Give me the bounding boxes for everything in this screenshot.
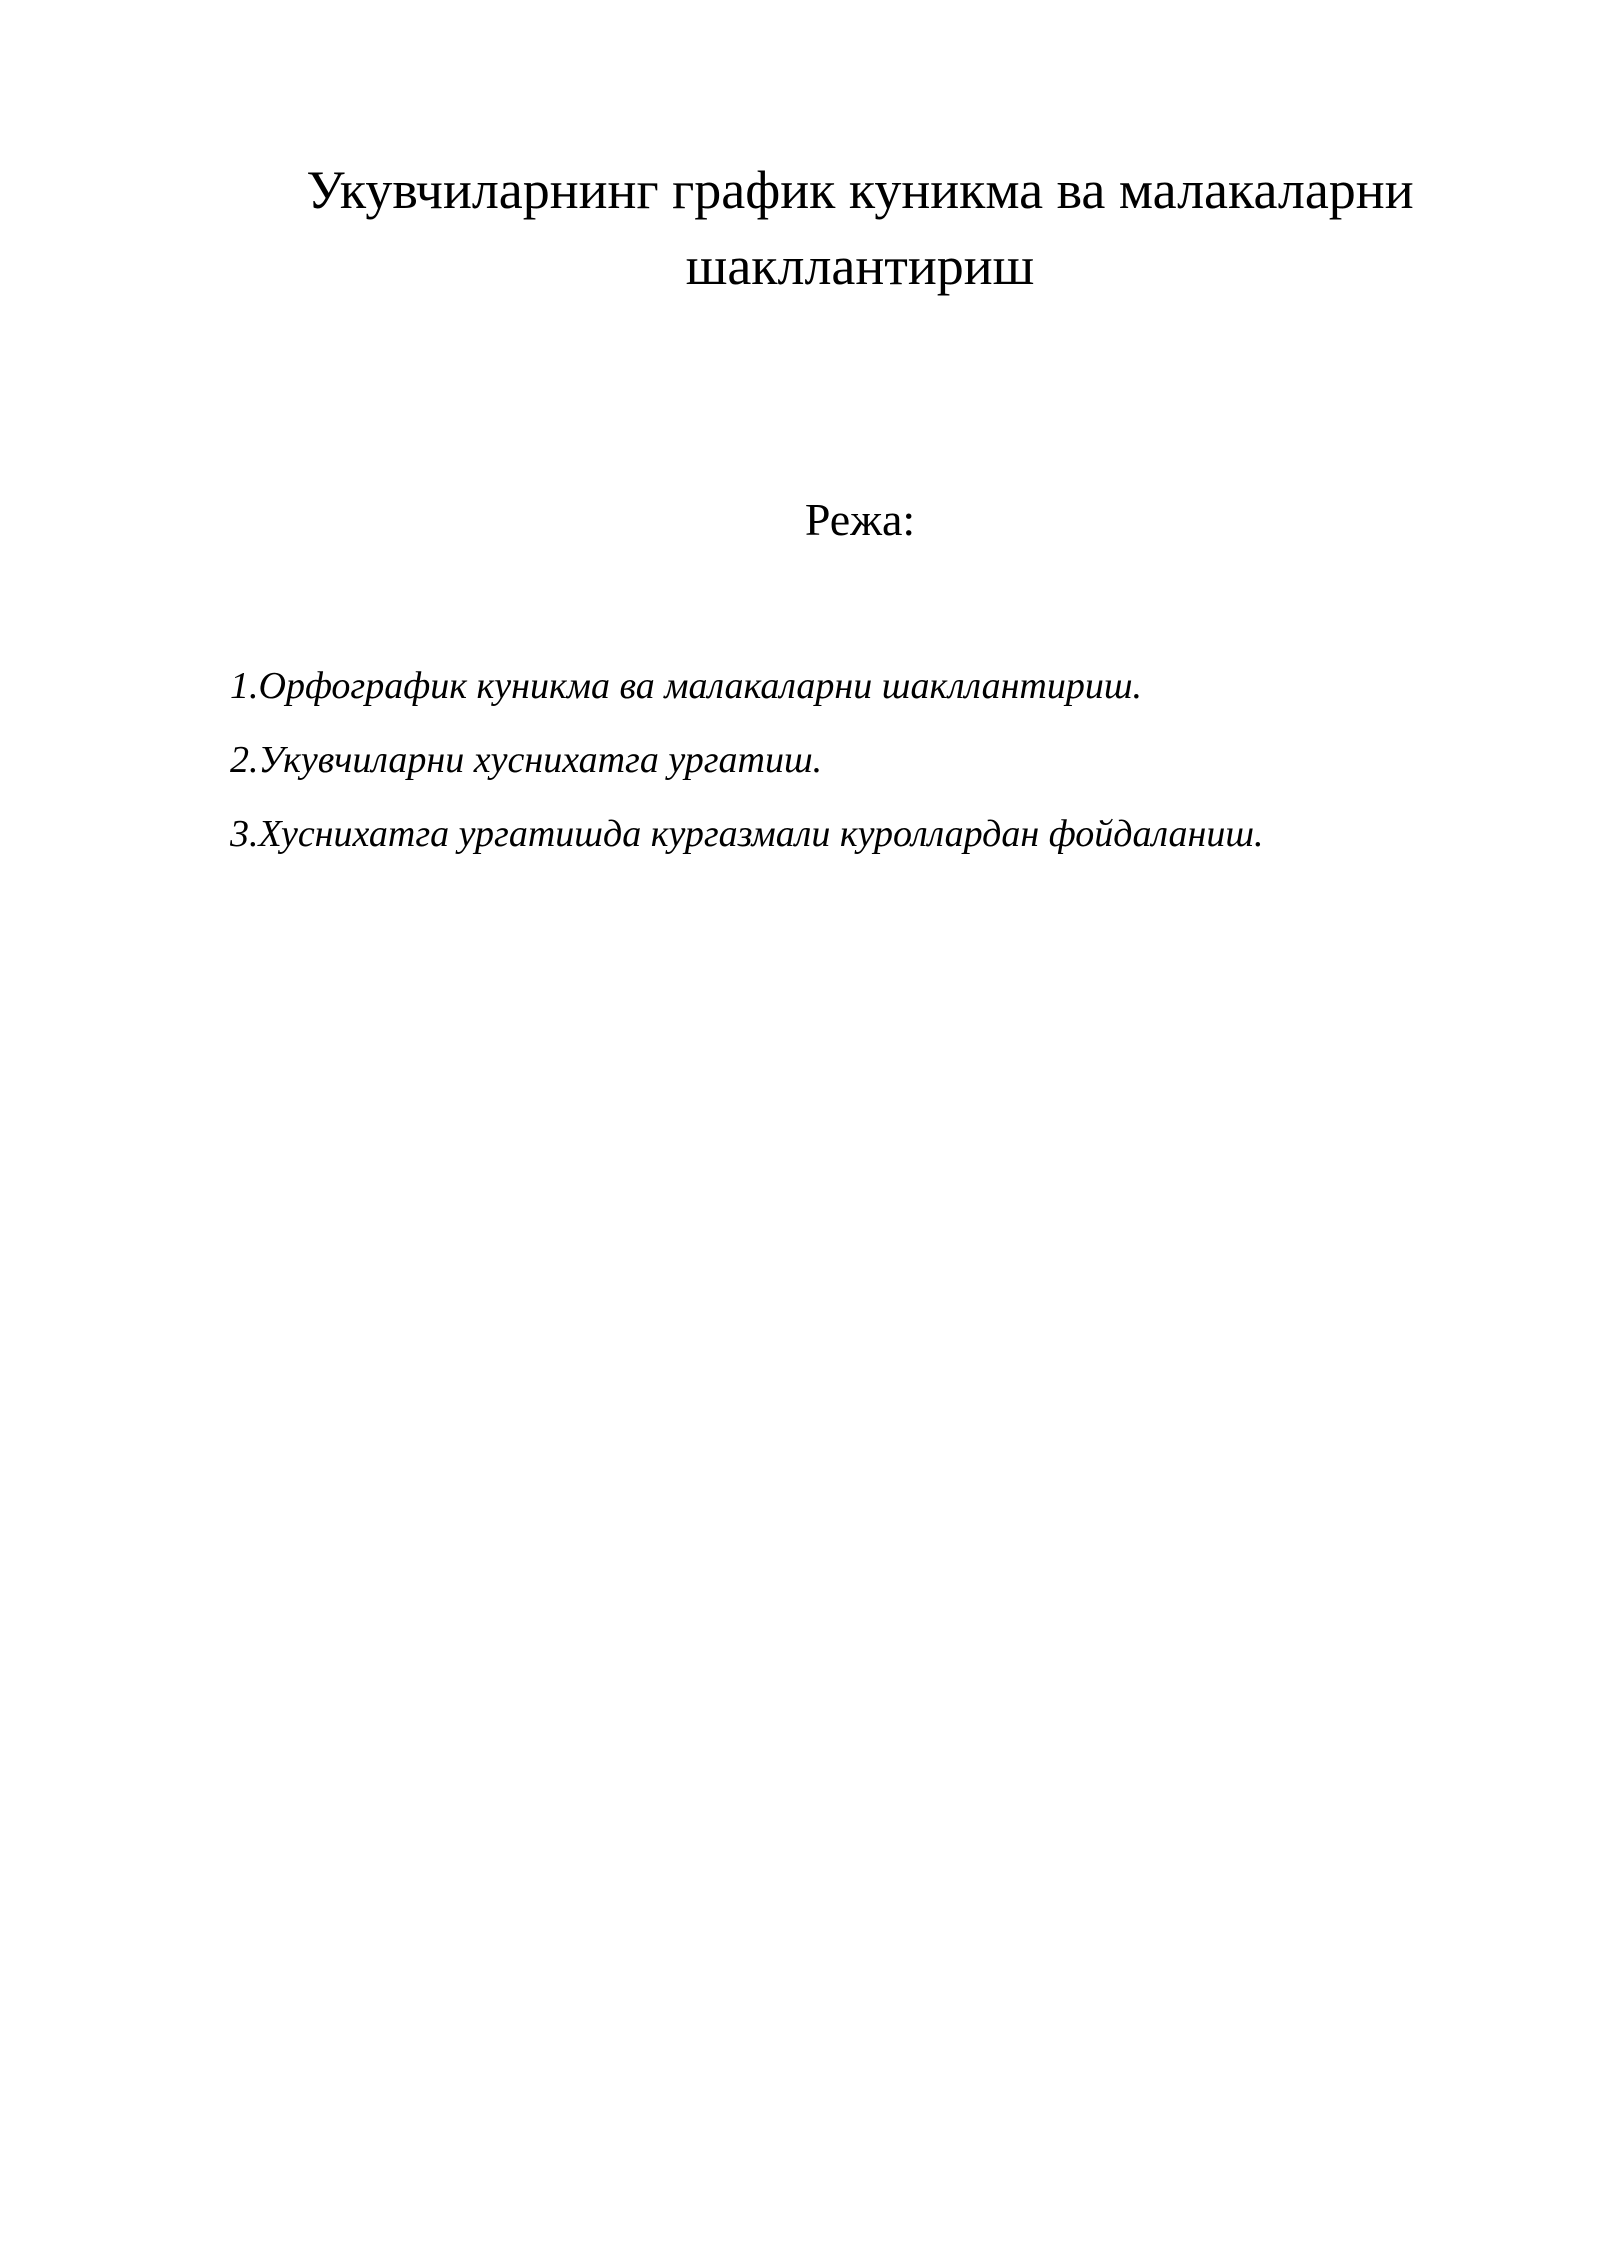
plan-item: 2.Укувчиларни хуснихатга ургатиш. [230, 739, 823, 781]
plan-item: 3.Хуснихатга ургатишда кургазмали куроллардан фойдаланиш. [230, 813, 1264, 855]
title-line-2: шакллантириш [685, 236, 1035, 296]
plan-heading: Режа: [804, 494, 916, 545]
document-title [230, 152, 1490, 304]
plan-list [230, 660, 1490, 882]
plan-item: 1.Орфографик куникма ва малакаларни шакллантириш. [230, 665, 1143, 707]
title-line-1: Укувчиларнинг график куникма ва малакаларни [306, 160, 1414, 220]
